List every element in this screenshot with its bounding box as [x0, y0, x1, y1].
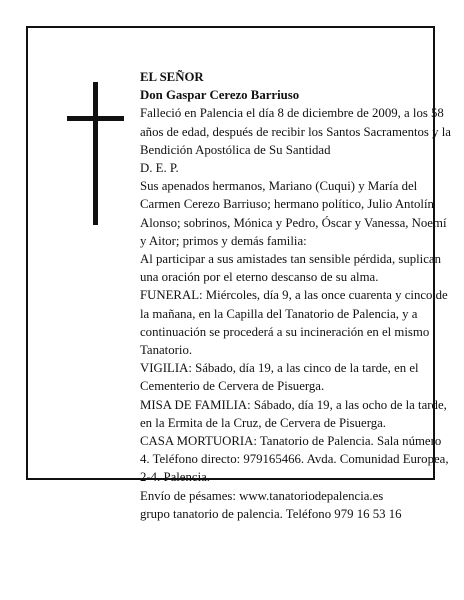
funeral-group-phone: grupo tanatorio de palencia. Teléfono 979 16 53 16 [140, 506, 402, 521]
funeral-details: FUNERAL: Miércoles, día 9, a las once cuarenta y cinco de la mañana, en la Capilla del Tanatorio de Palencia, y a continuación se procederá a su incineración en el mismo Tanatorio. [140, 288, 448, 358]
condolences-website: Envío de pésames: www.tanatoriodepalencia.es [140, 488, 384, 503]
rip-line: D. E. P. [140, 161, 179, 176]
obituary-text [140, 68, 452, 523]
family-mass-details: MISA DE FAMILIA: Sábado, día 19, a las ocho de la tarde, en la Ermita de la Cruz, de Cervera de Pisuerga. [140, 397, 447, 430]
funeral-home-details: CASA MORTUORIA: Tanatorio de Palencia. Sala número 4. Teléfono directo: 979165466. Avda. Comunidad Europea, 2-4. Palencia. [140, 434, 449, 485]
cross-horizontal-bar [67, 116, 124, 121]
vigil-details: VIGILIA: Sábado, día 19, a las cinco de la tarde, en el Cementerio de Cervera de Pisuerga. [140, 361, 419, 394]
obituary-notice-frame [26, 26, 451, 521]
death-announcement: Falleció en Palencia el día 8 de diciembre de 2009, a los 58 años de edad, después de recibir los Santos Sacramentos y la Bendición Apostólica de Su Santidad [140, 106, 451, 157]
family-list: Sus apenados hermanos, Mariano (Cuqui) y María del Carmen Cerezo Barriuso; hermano político, Julio Antolín Alonso; sobrinos, Mónica y Pedro, Óscar y Vanessa, Noemí y Aitor; primos y demás familia: [140, 179, 447, 248]
deceased-name: Don Gaspar Cerezo Barriuso [140, 88, 300, 103]
notice-title: EL SEÑOR [140, 70, 204, 84]
prayer-request: Al participar a sus amistades tan sensible pérdida, suplican una oración por el eterno descanso de su alma. [140, 252, 441, 285]
cross-vertical-bar [93, 82, 98, 225]
